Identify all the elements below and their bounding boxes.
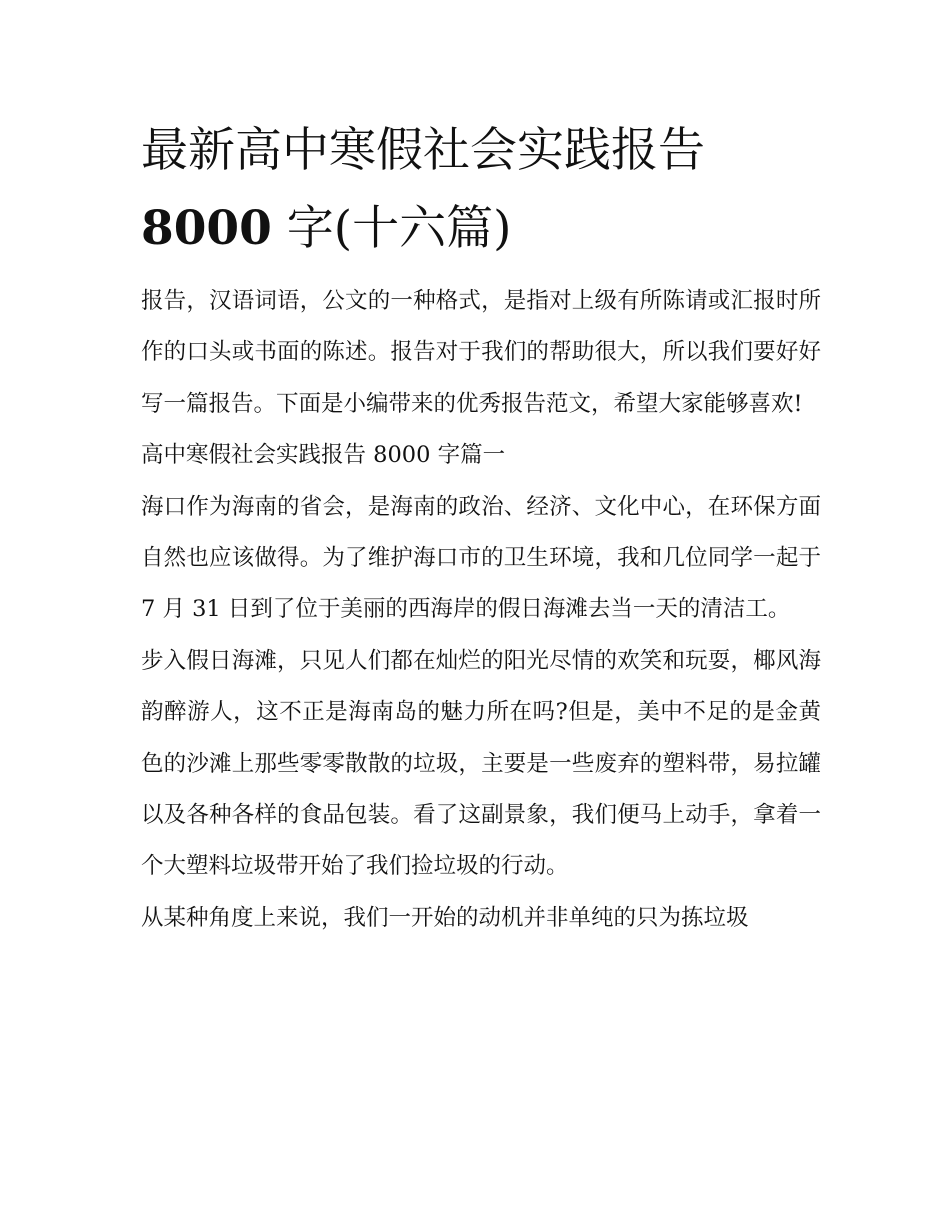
body-paragraph: 海口作为海南的省会，是海南的政治、经济、文化中心，在环保方面自然也应该做得。为了维护海口市的卫生环境，我和几位同学一起于 7 月 31 日到了位于美丽的西海岸的假日海滩去当一天的清洁工。 (141, 493, 821, 623)
intro-paragraph: 报告，汉语词语，公文的一种格式，是指对上级有所陈请或汇报时所作的口头或书面的陈述。报告对于我们的帮助很大，所以我们要好好写一篇报告。下面是小编带来的优秀报告范文，希望大家能够喜欢! (141, 288, 821, 417)
title-suffix: 字(十六篇) (271, 201, 512, 256)
body-paragraph: 步入假日海滩，只见人们都在灿烂的阳光尽情的欢笑和玩耍，椰风海韵醉游人，这不正是海南岛的魅力所在吗?但是，美中不足的是金黄色的沙滩上那些零零散散的垃圾，主要是一些废弃的塑料带，易拉罐以及各种各样的食品包装。看了这副景象，我们便马上动手，拿着一个大塑料垃圾带开始了我们捡垃圾的行动。 (141, 647, 821, 880)
document-title (141, 112, 821, 268)
body-paragraph: 从某种角度上来说，我们一开始的动机并非单纯的只为拣垃圾 (141, 904, 749, 931)
document-body (141, 276, 821, 944)
title-line-1: 最新高中寒假社会实践报告 (141, 123, 705, 178)
title-number: 8000 (141, 201, 272, 256)
section-heading: 高中寒假社会实践报告 8000 字篇一 (141, 442, 506, 469)
